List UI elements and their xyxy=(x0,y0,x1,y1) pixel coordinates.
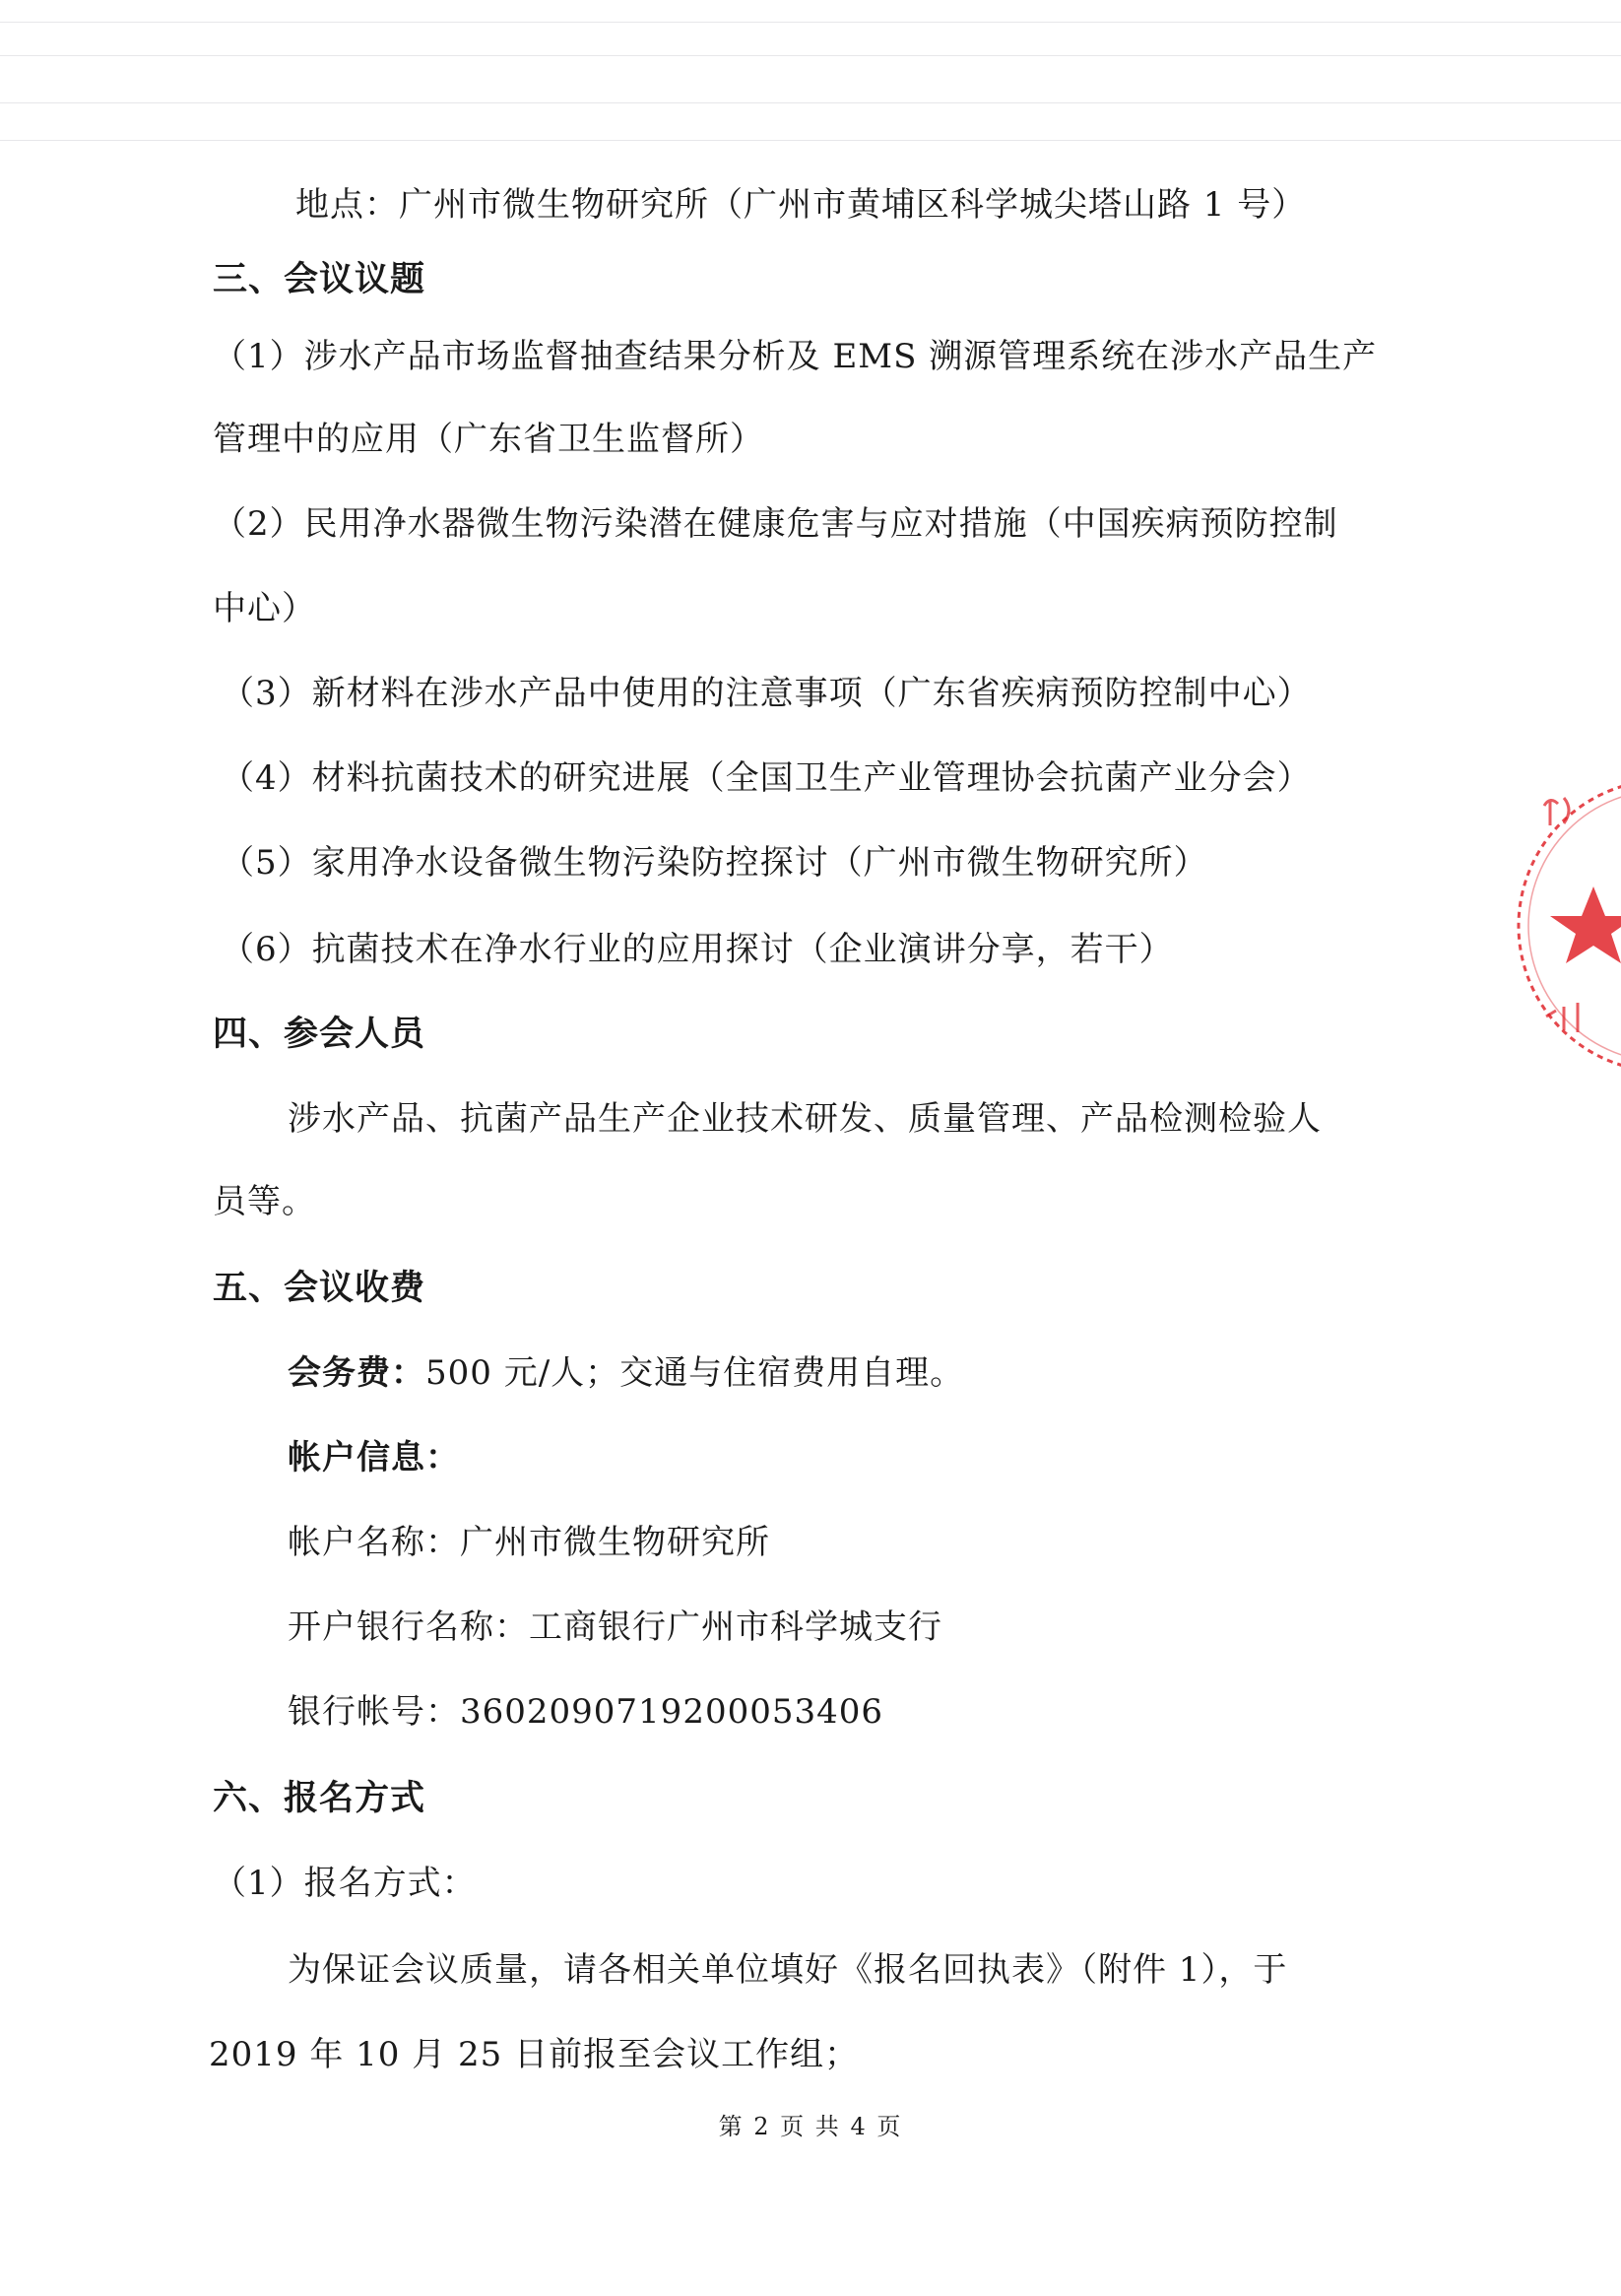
bank-name: 开户银行名称：工商银行广州市科学城支行 xyxy=(288,1607,942,1647)
agenda-item-2-line2: 中心） xyxy=(213,589,316,628)
section-heading-fees: 五、会议收费 xyxy=(213,1269,426,1308)
agenda-item-6: （6）抗菌技术在净水行业的应用探讨（企业演讲分享，若干） xyxy=(221,930,1174,969)
registration-line2: 2019 年 10 月 25 日前报至会议工作组； xyxy=(209,2035,860,2074)
section-heading-participants: 四、参会人员 xyxy=(213,1015,426,1054)
account-info-heading: 帐户信息： xyxy=(288,1438,460,1477)
registration-subheading: （1）报名方式： xyxy=(213,1864,477,1903)
agenda-item-3: （3）新材料在涉水产品中使用的注意事项（广东省疾病预防控制中心） xyxy=(221,674,1312,713)
scan-artifact-line xyxy=(0,22,1621,23)
scan-artifact-line xyxy=(0,55,1621,56)
participants-line1: 涉水产品、抗菌产品生产企业技术研发、质量管理、产品检测检验人 xyxy=(288,1099,1322,1139)
official-seal-stamp xyxy=(1517,749,1621,1103)
account-number: 银行帐号：3602090719200053406 xyxy=(288,1692,884,1732)
agenda-item-1-line2: 管理中的应用（广东省卫生监督所） xyxy=(213,420,764,459)
location-label: 地点： xyxy=(295,185,399,225)
fee-label: 会务费： xyxy=(288,1353,425,1393)
location-line xyxy=(295,183,1306,227)
scan-artifact-line xyxy=(0,140,1621,141)
registration-line1: 为保证会议质量，请各相关单位填好《报名回执表》（附件 1），于 xyxy=(288,1950,1288,1990)
fee-line xyxy=(288,1351,964,1395)
scan-artifact-line xyxy=(0,102,1621,103)
agenda-item-5: （5）家用净水设备微生物污染防控探讨（广州市微生物研究所） xyxy=(221,843,1208,883)
seal-graphic xyxy=(1517,749,1621,1103)
section-heading-registration: 六、报名方式 xyxy=(213,1779,426,1818)
agenda-item-2-line1: （2）民用净水器微生物污染潜在健康危害与应对措施（中国疾病预防控制 xyxy=(213,504,1338,544)
section-heading-agenda: 三、会议议题 xyxy=(213,260,426,299)
location-value: 广州市微生物研究所（广州市黄埔区科学城尖塔山路 1 号） xyxy=(399,185,1307,225)
agenda-item-4: （4）材料抗菌技术的研究进展（全国卫生产业管理协会抗菌产业分会） xyxy=(221,758,1312,798)
account-name: 帐户名称：广州市微生物研究所 xyxy=(288,1523,770,1562)
agenda-item-1-line1: （1）涉水产品市场监督抽查结果分析及 EMS 溯源管理系统在涉水产品生产 xyxy=(213,337,1378,376)
participants-line2: 员等。 xyxy=(213,1182,316,1221)
fee-value: 500 元/人；交通与住宿费用自理。 xyxy=(425,1353,965,1393)
page-number-footer: 第 2 页 共 4 页 xyxy=(718,2113,903,2140)
